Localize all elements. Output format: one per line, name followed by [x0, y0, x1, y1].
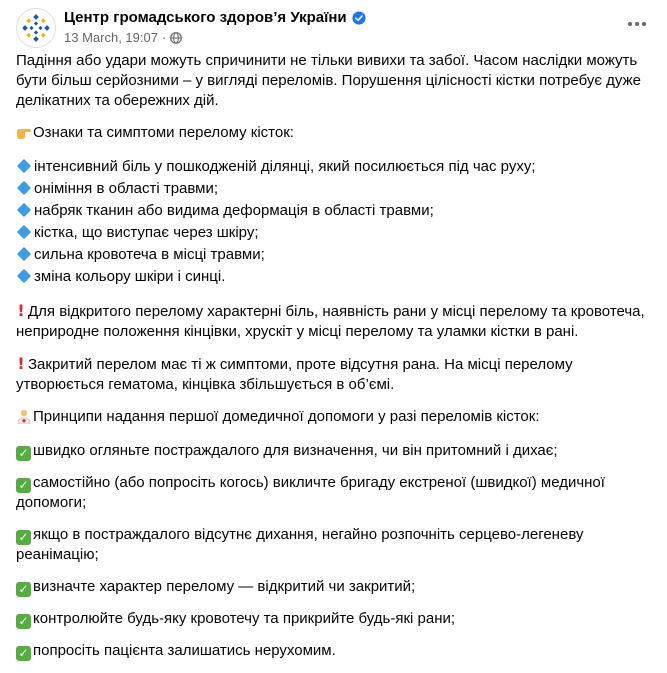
spacer	[16, 429, 646, 441]
list-item-text: оніміння в області травми;	[34, 180, 219, 197]
intro-paragraph: Падіння або удари можуть спричинити не тільки вивихи та забої. Часом наслідки можуть бути більш серйозними – у вигляді переломів. Порушення цілісності кістки потребує дуже делікатних та обережних дій.	[16, 52, 641, 109]
phc-logo-icon	[22, 14, 50, 42]
more-dot	[642, 22, 646, 26]
health-worker-icon	[16, 408, 32, 424]
principle-item	[16, 473, 646, 513]
list-item	[16, 157, 646, 177]
signs-heading	[16, 123, 646, 143]
list-item-text: інтенсивний біль у пошкодженій ділянці, який посилюється під час руху;	[34, 158, 536, 175]
check-mark-icon: ✓	[16, 646, 31, 661]
open-fracture-text: Для відкритого перелому характерні біль, наявність рани у місці перелому та кровотеча, неприродне положення кінцівки, хрускіт у місці перелому та уламки кістки в рані.	[16, 303, 645, 340]
list-item-text: набряк тканин або видима деформація в області травми;	[34, 202, 434, 219]
check-mark-icon: ✓	[16, 478, 31, 493]
principle-text: визначте характер перелому — відкритий чи закритий;	[33, 578, 416, 595]
verified-badge-icon	[352, 11, 366, 25]
principle-item	[16, 525, 646, 565]
check-mark-icon: ✓	[16, 614, 31, 629]
check-mark-icon: ✓	[16, 582, 31, 597]
more-options-button[interactable]	[623, 14, 651, 34]
blue-diamond-icon	[17, 225, 31, 239]
list-item-text: зміна кольору шкіри і синці.	[34, 268, 226, 285]
list-item	[16, 201, 646, 221]
check-mark-icon: ✓	[16, 446, 31, 461]
principle-text: контролюйте будь-яку кровотечу та прикрийте будь-які рани;	[33, 610, 456, 627]
principle-text: якщо в постраждалого відсутнє дихання, негайно розпочніть серцево-легеневу реанімацію;	[16, 526, 584, 563]
blue-diamond-icon	[17, 181, 31, 195]
open-fracture-paragraph	[16, 301, 646, 342]
post-header	[16, 8, 651, 48]
blue-diamond-icon	[17, 247, 31, 261]
list-item	[16, 179, 646, 199]
principle-item	[16, 441, 646, 461]
principle-text: самостійно (або попросіть когось) викличте бригаду екстреної (швидкої) медичної допомоги;	[16, 474, 605, 511]
post-body	[16, 51, 646, 673]
page-name-row	[64, 9, 366, 26]
spacer	[16, 145, 646, 157]
blue-diamond-icon	[17, 203, 31, 217]
principles-heading	[16, 407, 646, 427]
list-item	[16, 245, 646, 265]
list-item-text: сильна кровотеча в місці травми;	[34, 246, 265, 263]
principle-item	[16, 641, 646, 661]
post-timestamp[interactable]: 13 March, 19:07	[64, 30, 158, 45]
more-options-icon	[628, 22, 632, 26]
principle-item	[16, 577, 646, 597]
blue-diamond-icon	[17, 159, 31, 173]
page-name[interactable]: Центр громадського здоров’я України	[64, 9, 347, 26]
list-item	[16, 223, 646, 243]
closed-fracture-text: Закритий перелом має ті ж симптоми, проте відсутня рана. На місці перелому утворюється гематома, кінцівка збільшується в об’ємі.	[16, 356, 573, 393]
list-item	[16, 267, 646, 287]
principle-item	[16, 609, 646, 629]
avatar[interactable]	[16, 8, 56, 48]
post-meta	[64, 30, 182, 45]
exclamation-icon: !	[17, 354, 25, 373]
meta-separator: ·	[161, 30, 167, 45]
blue-diamond-icon	[17, 269, 31, 283]
exclamation-icon: !	[17, 301, 25, 320]
list-item-text: кістка, що виступає через шкіру;	[34, 224, 259, 241]
principle-text: попросіть пацієнта залишатись нерухомим.	[33, 642, 336, 659]
principle-text: швидко огляньте постраждалого для визначення, чи він притомний і дихає;	[33, 442, 558, 459]
spacer	[16, 289, 646, 301]
more-dot	[635, 22, 639, 26]
principles-heading-text: Принципи надання першої домедичної допомоги у разі переломів кісток:	[33, 408, 540, 425]
closed-fracture-paragraph	[16, 354, 646, 395]
pointing-hand-icon	[16, 124, 32, 140]
check-mark-icon: ✓	[16, 530, 31, 545]
globe-icon[interactable]	[170, 32, 182, 44]
signs-heading-text: Ознаки та симптоми перелому кісток:	[33, 124, 294, 141]
